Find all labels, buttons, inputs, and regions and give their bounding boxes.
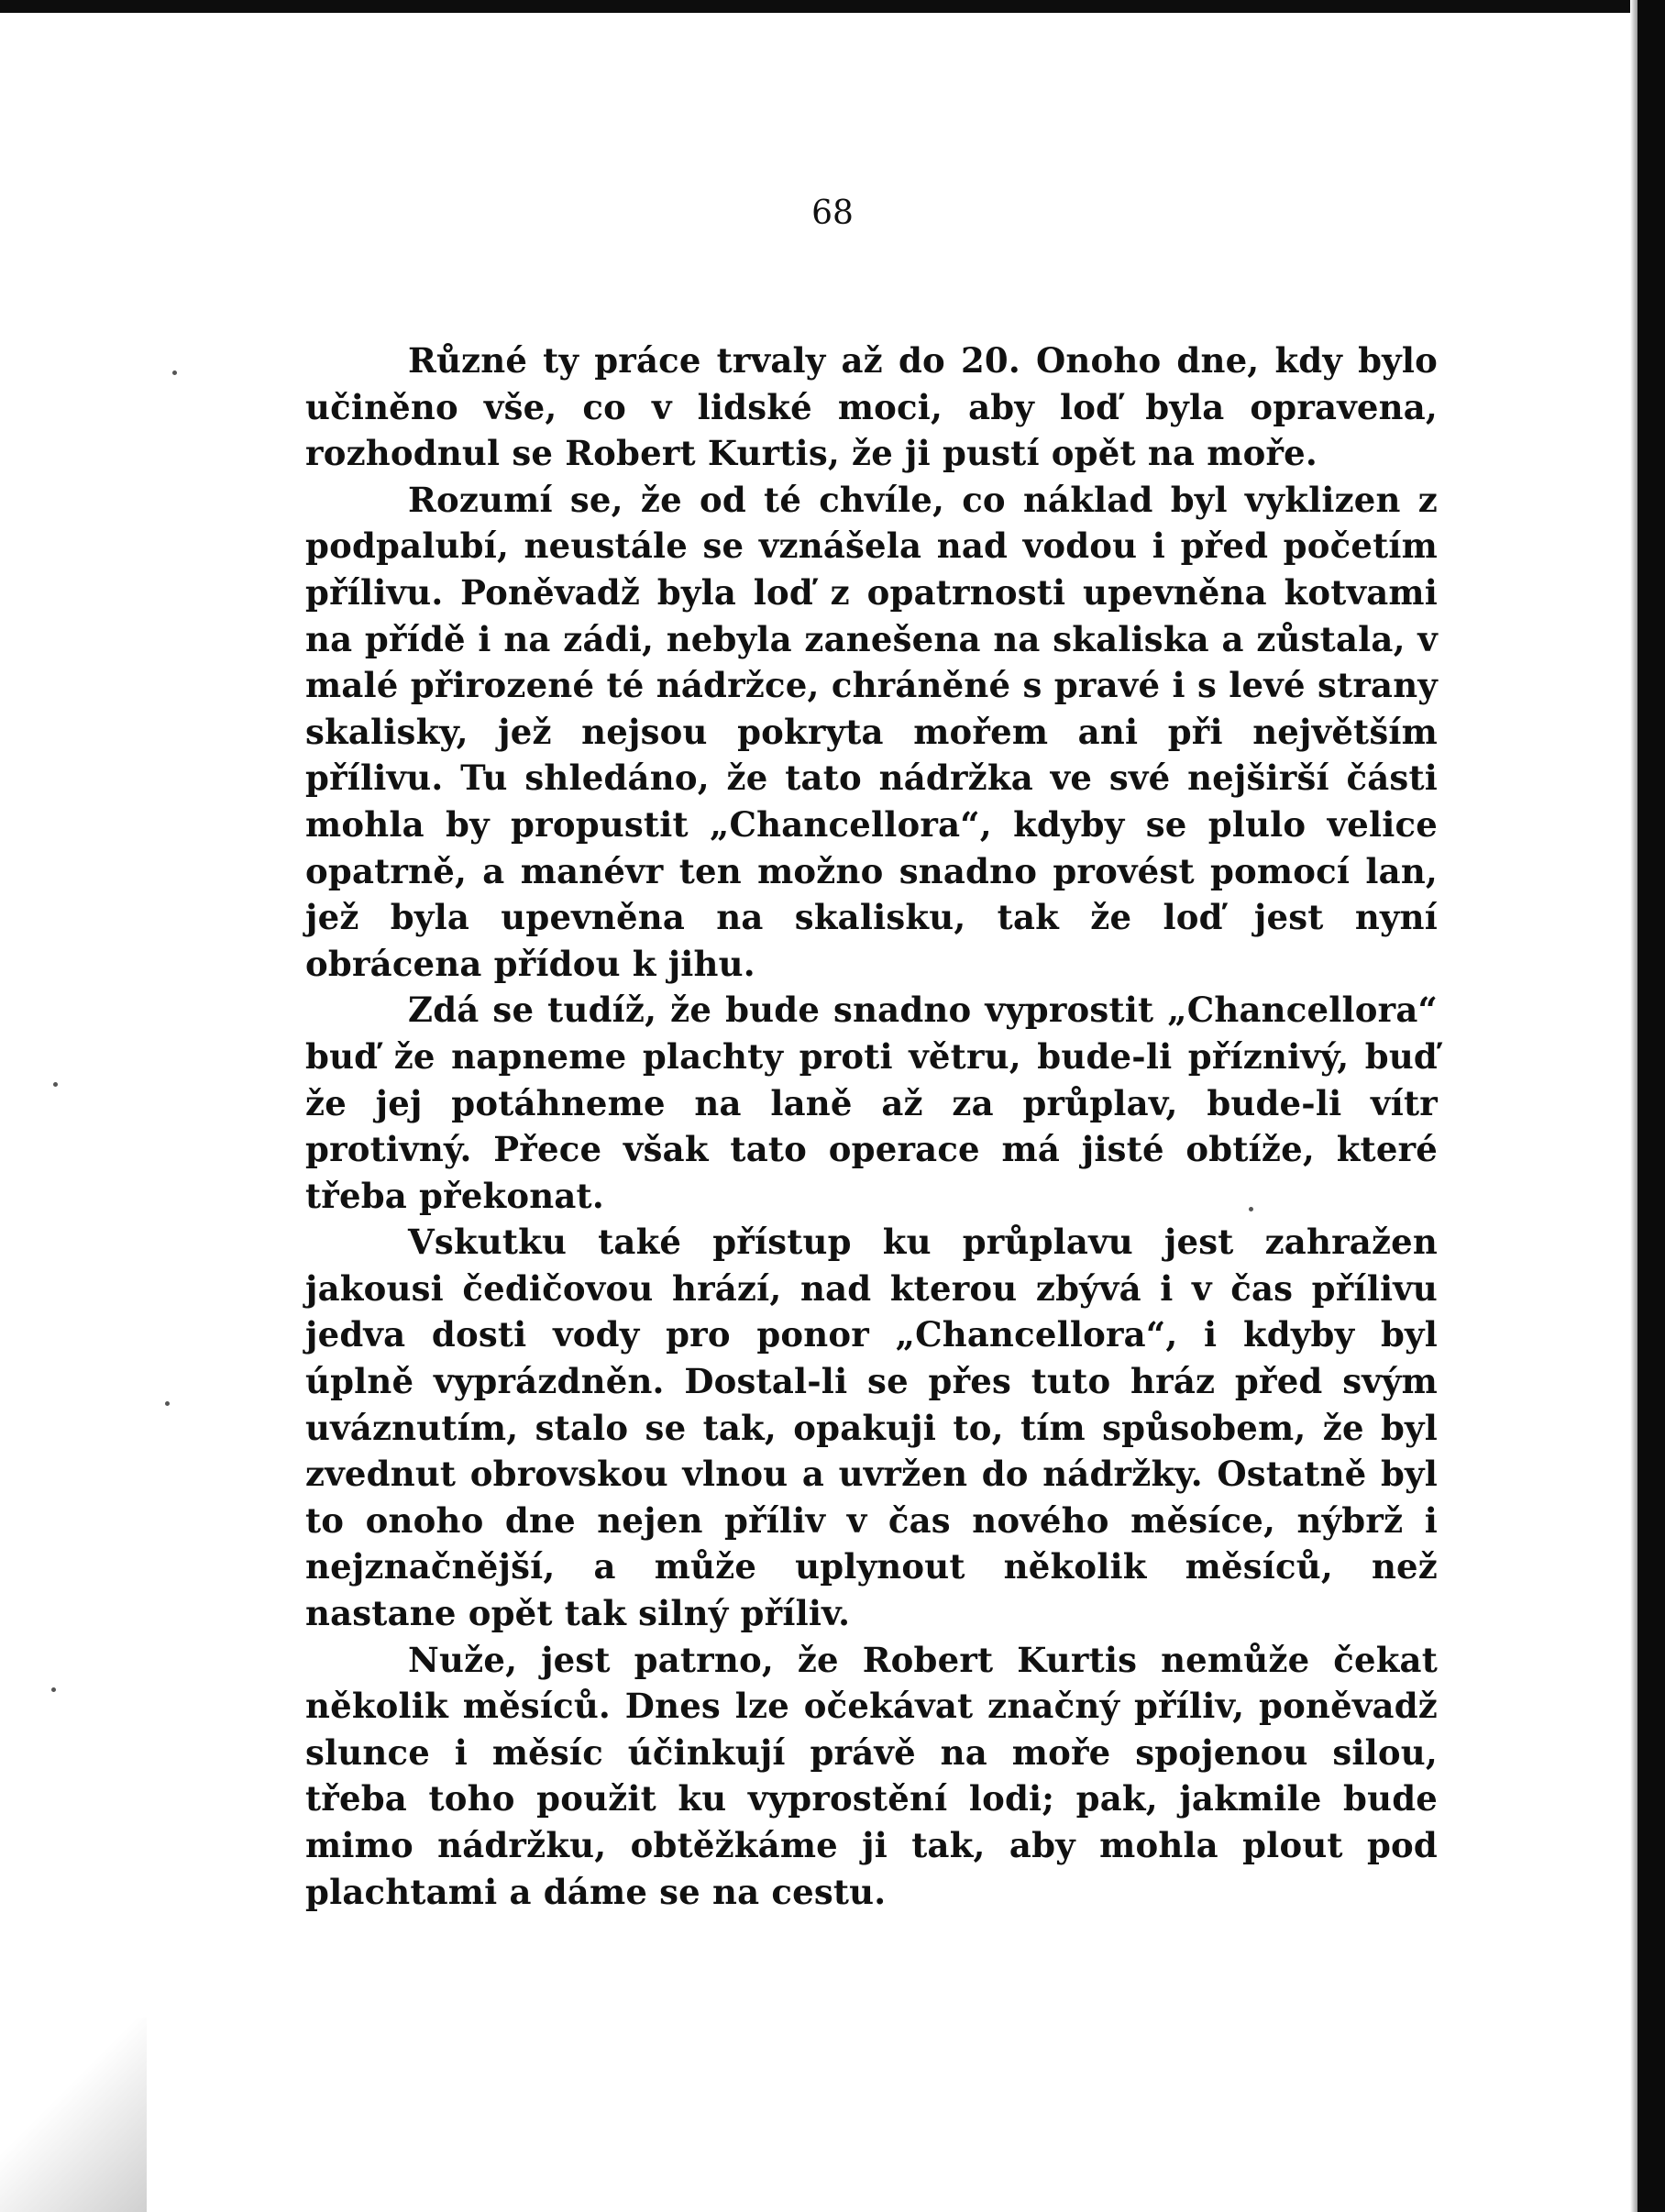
paragraph: Různé ty práce trvaly až do 20. Onoho dne, kdy bylo učiněno vše, co v lidské moci, aby loď byla opravena, rozhodnul se Robert Kurtis, že ji pustí opět na moře.	[305, 340, 1438, 474]
paragraph: Zdá se tudíž, že bude snadno vyprostit „Chancellora“ buď že napneme plachty proti větru, bude-li příznivý, buď že jej potáhneme na laně až za průplav, bude-li vítr protivný. Přece však tato operace má jisté obtíže, které třeba překonat.	[305, 990, 1438, 1216]
scan-speck	[53, 1082, 58, 1087]
body-text	[305, 337, 1438, 1915]
scan-speck	[165, 1401, 170, 1406]
scan-top-border	[0, 0, 1665, 13]
scan-speck	[172, 371, 177, 375]
scan-right-border	[1637, 0, 1665, 2212]
paragraph: Rozumí se, že od té chvíle, co náklad byl vyklizen z podpalubí, neustále se vznášela nad vodou i před početím přílivu. Poněvadž byla loď z opatrnosti upevněna kotvami na přídě i na zádi, nebyla zanešena na skaliska a zůstala, v malé přirozené té nádržce, chráněné s pravé i s levé strany skalisky, jež nejsou pokryta mořem ani při největším přílivu. Tu shledáno, že tato nádržka ve své nejširší části mohla by propustit „Chancellora“, kdyby se plulo velice opatrně, a manévr ten možno snadno provést pomocí lan, jež byla upevněna na skalisku, tak že loď jest nyní obrácena přídou k jihu.	[305, 479, 1438, 984]
scan-right-shadow	[1630, 0, 1637, 2212]
paragraph: Vskutku také přístup ku průplavu jest zahražen jakousi čedičovou hrází, nad kterou zbývá i v čas přílivu jedva dosti vody pro ponor „Chancellora“, i kdyby byl úplně vyprázdněn. Dostal-li se přes tuto hráz před svým uváznutím, stalo se tak, opakuji to, tím spůsobem, že byl zvednut obrovskou vlnou a uvržen do nádržky. Ostatně byl to onoho dne nejen příliv v čas nového měsíce, nýbrž i nejznačnější, a může uplynout několik měsíců, než nastane opět tak silný příliv.	[305, 1222, 1438, 1634]
page-number: 68	[811, 194, 854, 232]
paragraph: Nuže, jest patrno, že Robert Kurtis nemůže čekat několik měsíců. Dnes lze očekávat značný příliv, poněvadž slunce i měsíc účinkují právě na moře spojenou silou, třeba toho použit ku vyprostění lodi; pak, jakmile bude mimo nádržku, obtěžkáme ji tak, aby mohla plout pod plachtami a dáme se na cestu.	[305, 1639, 1438, 1912]
scan-speck	[51, 1687, 56, 1692]
page-curl-shadow	[0, 2018, 147, 2212]
